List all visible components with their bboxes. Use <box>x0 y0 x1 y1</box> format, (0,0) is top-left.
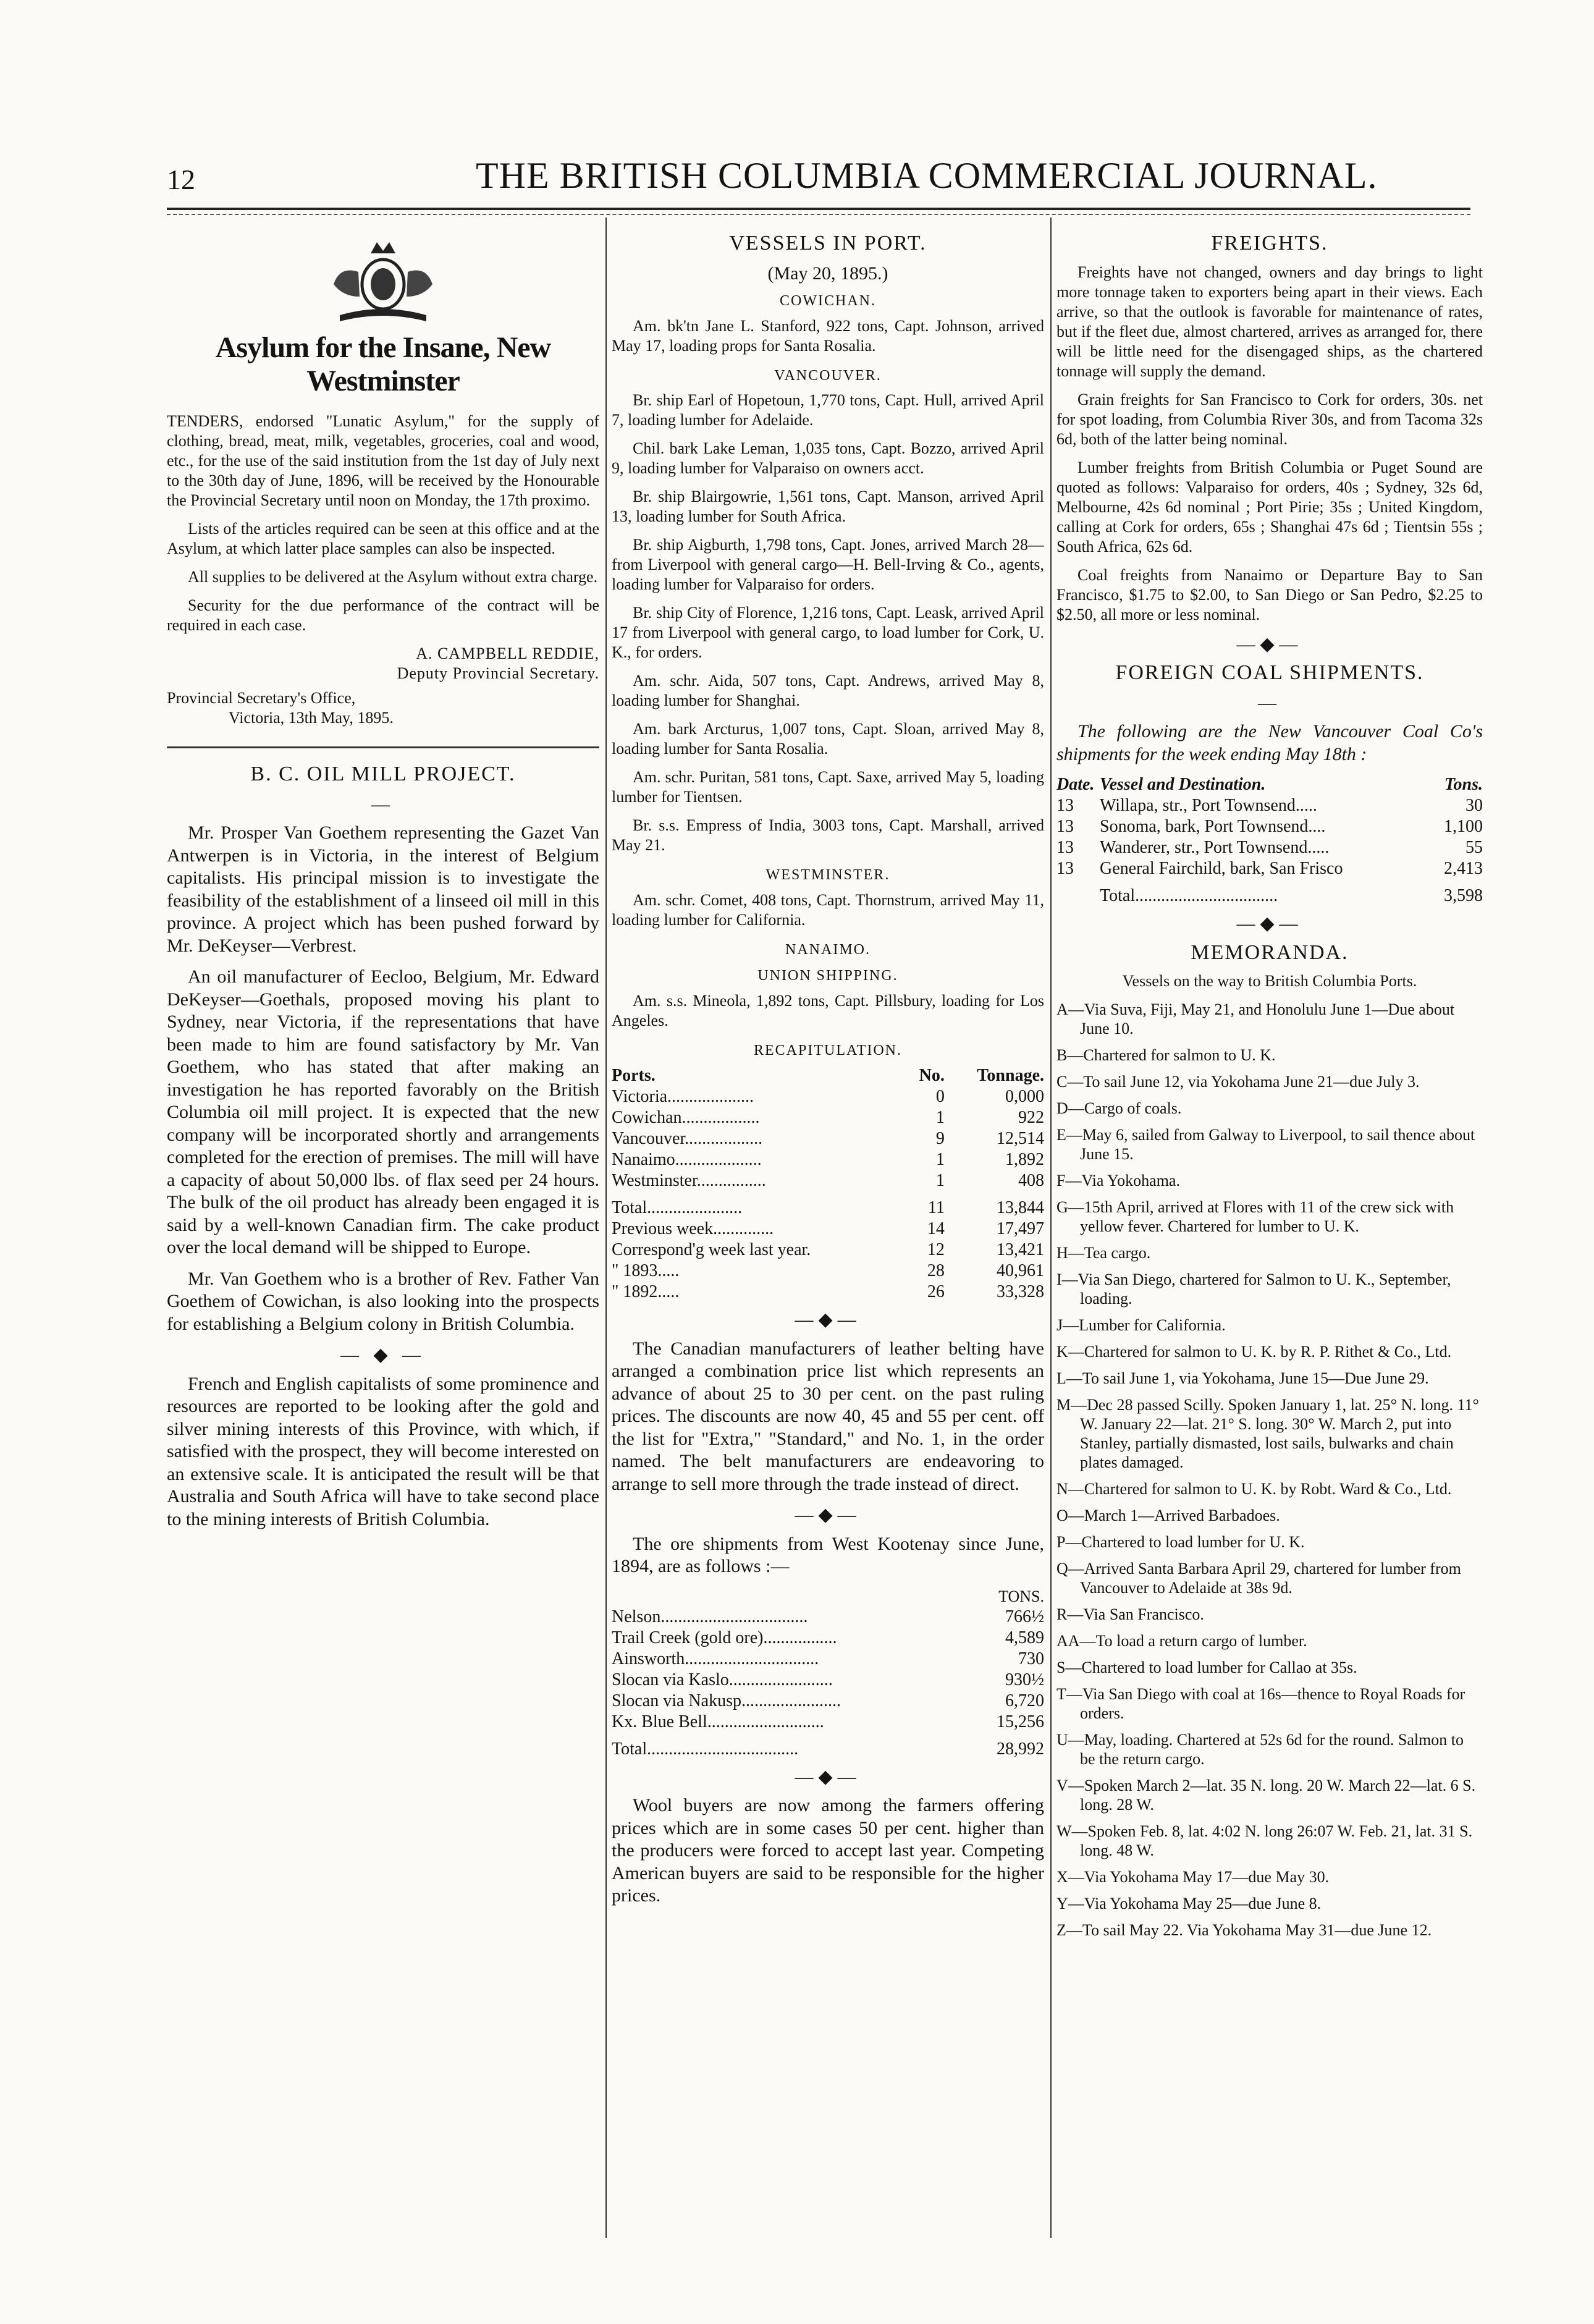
memoranda-intro: Vessels on the way to British Columbia Ports. <box>1122 972 1417 990</box>
recap-no: 1 <box>935 1171 945 1190</box>
asylum-ad-date: Victoria, 13th May, 1895. <box>229 709 394 727</box>
asylum-ad-title: Asylum for the Insane, New Westminster <box>215 331 551 397</box>
port-westminster: WESTMINSTER. <box>765 867 890 883</box>
recap-port: Nanaimo.................... <box>612 1150 762 1169</box>
port-nanaimo: NANAIMO. <box>785 941 871 958</box>
memoranda-item: R—Via San Francisco. <box>1056 1605 1204 1623</box>
recap-total-label: Correspond'g week last year. <box>612 1240 811 1259</box>
memoranda-item: V—Spoken March 2—lat. 35 N. long. 20 W. March 22—lat. 6 S. long. 28 W. <box>1056 1777 1476 1814</box>
table-row <box>612 1607 1044 1628</box>
memoranda-item: A—Via Suva, Fiji, May 21, and Honolulu June 1—Due about June 10. <box>1056 1000 1455 1037</box>
memoranda-item: G—15th April, arrived at Flores with 11 of the crew sick with yellow fever. Chartered for lumber to U. K. <box>1056 1198 1454 1235</box>
table-row <box>1056 858 1483 879</box>
ore-place: Slocan via Kaslo........................ <box>612 1670 833 1689</box>
coal-vessel: Wanderer, str., Port Townsend..... <box>1100 838 1330 857</box>
recap-total-no: 11 <box>927 1198 945 1217</box>
freights-paragraph-1: Freights have not changed, owners and day brings to light more tonnage taken to exporters being apart in their views. Each arrive, so that the outlook is favorable for maintenance of rates, but if the fleet due, almost chartered, arrives as arranged for, there will be little need for the disengaged ships, as the chartered tonnage will supply the demand. <box>1056 263 1483 380</box>
table-row <box>612 1086 1044 1107</box>
column-divider-1 <box>605 218 607 2238</box>
wool-buyers-paragraph: Wool buyers are now among the farmers offering prices which are in some cases 50 per cent. higher than the producers were forced to accept last year. Competing American buyers are said to be responsible for the higher prices. <box>612 1795 1044 1906</box>
recap-tonnage: 408 <box>1018 1171 1044 1190</box>
ore-place: Nelson.................................. <box>612 1607 808 1626</box>
coal-date: 13 <box>1056 796 1074 815</box>
column-header-vessel: Vessel and Destination. <box>1100 775 1266 794</box>
memoranda-item: U—May, loading. Chartered at 52s 6d for the round. Salmon to be the return cargo. <box>1056 1731 1464 1768</box>
column-header-tons: Tons. <box>1444 775 1483 794</box>
vessels-date: (May 20, 1895.) <box>767 263 888 284</box>
recap-total-no: 14 <box>927 1219 945 1238</box>
coal-date: 13 <box>1056 859 1074 878</box>
page-number: 12 <box>167 164 195 195</box>
table-row <box>612 1733 1044 1760</box>
table-row <box>1056 795 1483 816</box>
vessel-entry: Br. ship Earl of Hopetoun, 1,770 tons, Capt. Hull, arrived April 7, loading lumber for Adelaide. <box>612 391 1044 429</box>
recap-port: Cowichan.................. <box>612 1108 760 1127</box>
table-row <box>612 1691 1044 1712</box>
asylum-ad-signature: A. CAMPBELL REDDIE, <box>416 644 599 662</box>
recap-total-tonnage: 17,497 <box>997 1219 1044 1238</box>
vessel-entry: Am. schr. Puritan, 581 tons, Capt. Saxe, arrived May 5, loading lumber for Tientsen. <box>612 768 1044 806</box>
coal-divider: — <box>1258 692 1281 713</box>
column-3 <box>1056 229 1483 2237</box>
memoranda-item: H—Tea cargo. <box>1056 1244 1151 1262</box>
asylum-ad-tenders: TENDERS, endorsed "Lunatic Asylum," for the supply of clothing, bread, meat, milk, vegetables, groceries, coal and wood, etc., for the use of the said institution from the 1st day of July next to the 30th day of June, 1896, will be received by the Honourable the Provincial Secretary until noon on Monday, the 17th proximo. <box>167 412 599 509</box>
asylum-ad-signature-title: Deputy Provincial Secretary. <box>397 664 599 682</box>
ore-total-value: 28,992 <box>997 1739 1044 1759</box>
vessel-entry: Br. ship Aigburth, 1,798 tons, Capt. Jones, arrived March 28—from Liverpool with general cargo—H. Bell-Irving & Co., agents, loading lumber for Valparaiso for orders. <box>612 536 1044 593</box>
coal-vessel: Willapa, str., Port Townsend..... <box>1100 796 1317 815</box>
memoranda-item: B—Chartered for salmon to U. K. <box>1056 1046 1276 1064</box>
oil-mill-divider: — <box>371 793 395 814</box>
port-cowichan: COWICHAN. <box>780 293 876 309</box>
recap-port: Vancouver.................. <box>612 1129 763 1148</box>
memoranda-item: L—To sail June 1, via Yokohama, June 15—Due June 29. <box>1056 1369 1429 1387</box>
table-row <box>612 1282 1044 1303</box>
table-row <box>612 1198 1044 1219</box>
recap-no: 0 <box>935 1087 945 1106</box>
recap-total-no: 12 <box>927 1240 945 1259</box>
ore-tons: 766½ <box>1005 1607 1044 1626</box>
memoranda-item: AA—To load a return cargo of lumber. <box>1056 1632 1307 1650</box>
oil-mill-heading: B. C. OIL MILL PROJECT. <box>250 763 516 785</box>
vessel-entry: Am. schr. Comet, 408 tons, Capt. Thornstrum, arrived May 11, loading lumber for California. <box>612 890 1044 929</box>
memoranda-item: T—Via San Diego with coal at 16s—thence to Royal Roads for orders. <box>1056 1685 1465 1722</box>
table-row <box>1056 816 1483 837</box>
vessel-entry: Am. bk'tn Jane L. Stanford, 922 tons, Capt. Johnson, arrived May 17, loading props for Santa Rosalia. <box>612 316 1044 355</box>
page-header <box>0 154 1594 210</box>
masthead: THE BRITISH COLUMBIA COMMERCIAL JOURNAL. <box>476 155 1378 196</box>
section-rule <box>167 746 599 748</box>
memoranda-item: F—Via Yokohama. <box>1056 1172 1180 1189</box>
leather-belting-paragraph: The Canadian manufacturers of leather belting have arranged a combination price list which represents an advance of about 25 to 30 per cent. on the past ruling prices. The discounts are now 40, 45 and 55 per cent. off the list for "Extra," "Standard," and No. 1, in the order named. The belt manufacturers are endeavoring to arrange to sell more through the trade instead of direct. <box>612 1338 1044 1494</box>
column-header-tonnage: Tonnage. <box>977 1066 1044 1085</box>
recap-total-no: 28 <box>927 1261 945 1280</box>
recap-port: Westminster................ <box>612 1171 766 1190</box>
vessel-entry: Am. bark Arcturus, 1,007 tons, Capt. Sloan, arrived May 8, loading lumber for Santa Rosalia. <box>612 720 1044 758</box>
memoranda-item: O—March 1—Arrived Barbadoes. <box>1056 1506 1280 1524</box>
column-1 <box>167 229 599 2237</box>
recap-total-tonnage: 13,844 <box>997 1198 1044 1217</box>
royal-crest-icon <box>315 235 451 327</box>
ore-shipments-table <box>612 1607 1044 1760</box>
freights-paragraph-4: Coal freights from Nanaimo or Departure Bay to San Francisco, $1.75 to $2.00, to San Diego or San Pedro, $2.25 to $2.50, all more or less nominal. <box>1056 565 1483 623</box>
vessel-entry: Am. schr. Aida, 507 tons, Capt. Andrews, arrived May 8, loading lumber for Shanghai. <box>612 672 1044 709</box>
table-row <box>612 1261 1044 1282</box>
ore-shipments-intro: The ore shipments from West Kootenay since June, 1894, are as follows :— <box>612 1533 1044 1576</box>
coal-tons: 2,413 <box>1444 859 1483 878</box>
ore-tons: 930½ <box>1005 1670 1044 1689</box>
table-row <box>612 1670 1044 1691</box>
memoranda-heading: MEMORANDA. <box>1191 940 1349 964</box>
section-divider: — ◆ — <box>340 1345 426 1365</box>
header-rule <box>167 208 1470 210</box>
section-divider: —◆— <box>795 1766 861 1787</box>
memoranda-item: Q—Arrived Santa Barbara April 29, chartered for lumber from Vancouver to Adelaide at 38s 9d. <box>1056 1560 1461 1597</box>
section-divider: —◆— <box>1236 633 1303 654</box>
table-row <box>612 1149 1044 1170</box>
recap-total-no: 26 <box>927 1282 945 1301</box>
memoranda-item: P—Chartered to load lumber for U. K. <box>1056 1533 1305 1551</box>
ore-tons: 4,589 <box>1005 1628 1044 1647</box>
oil-mill-paragraph-1: Mr. Prosper Van Goethem representing the Gazet Van Antwerpen is in Victoria, in the interest of Belgium capitalists. His principal mission is to investigate the feasibility of the establishment of a linseed oil mill in this province. A project which has been pushed forward by Mr. DeKeyser—Verbrest. <box>167 822 599 956</box>
memoranda-item: X—Via Yokohama May 17—due May 30. <box>1056 1868 1330 1886</box>
column-2 <box>612 229 1044 2237</box>
recap-port: Victoria.................... <box>612 1087 754 1106</box>
recap-tonnage: 1,892 <box>1005 1150 1044 1169</box>
asylum-ad-office: Provincial Secretary's Office, <box>167 689 356 707</box>
oil-mill-paragraph-2: An oil manufacturer of Eecloo, Belgium, Mr. Edward DeKeyser—Goethals, proposed moving his plant to Sydney, near Victoria, if the representations that have been made to him are found satisfactory by Mr. Van Goethem, who has stated that after making an investigation he has reported favorably on the British Columbia oil mill project. It is expected that the new company will be incorporated shortly and arrangements completed for the erection of premises. The mill will have a capacity of about 50,000 lbs. of flax seed per 24 hours. The bulk of the oil product has already been engaged it is said by a well-known Canadian firm. The cake product over the local demand will be shipped to Europe. <box>167 966 599 1257</box>
capitalists-paragraph: French and English capitalists of some prominence and resources are reported to be looking after the gold and silver mining interests of this Province, with which, if satisfied with the prospect, they will become interested on an extensive scale. It is anticipated the result will be that Australia and South Africa will have to take second place to the mining interests of British Columbia. <box>167 1373 599 1529</box>
recap-tonnage: 922 <box>1018 1108 1044 1127</box>
table-row <box>1056 879 1483 906</box>
table-row <box>1056 837 1483 858</box>
recapitulation-heading: RECAPITULATION. <box>754 1042 902 1058</box>
recapitulation-table <box>612 1065 1044 1303</box>
memoranda-item: D—Cargo of coals. <box>1056 1099 1182 1117</box>
memoranda-item: C—To sail June 12, via Yokohama June 21—due July 3. <box>1056 1073 1420 1091</box>
column-header-no: No. <box>919 1066 945 1085</box>
recap-no: 9 <box>935 1129 945 1148</box>
vessel-entry: Am. s.s. Mineola, 1,892 tons, Capt. Pillsbury, loading for Los Angeles. <box>612 991 1044 1029</box>
header-rule-dashed <box>167 214 1470 215</box>
coal-shipments-table <box>1056 774 1483 906</box>
recap-no: 1 <box>935 1108 945 1127</box>
asylum-ad-security: Security for the due performance of the contract will be required in each case. <box>167 596 599 634</box>
memoranda-item: E—May 6, sailed from Galway to Liverpool, to sail thence about June 15. <box>1056 1126 1475 1163</box>
vessel-entry: Chil. bark Lake Leman, 1,035 tons, Capt. Bozzo, arrived April 9, loading lumber for Valparaiso on owners acct. <box>612 439 1044 477</box>
oil-mill-paragraph-3: Mr. Van Goethem who is a brother of Rev. Father Van Goethem of Cowichan, is also looking into the prospects for establishing a Belgium colony in British Columbia. <box>167 1268 599 1334</box>
coal-date: 13 <box>1056 838 1074 857</box>
memoranda-item: Z—To sail May 22. Via Yokohama May 31—due June 12. <box>1056 1921 1432 1939</box>
section-divider: —◆— <box>795 1505 861 1525</box>
coal-date: 13 <box>1056 817 1074 836</box>
memoranda-item: N—Chartered for salmon to U. K. by Robt. Ward & Co., Ltd. <box>1056 1480 1452 1498</box>
port-vancouver: VANCOUVER. <box>774 367 882 384</box>
table-row <box>612 1712 1044 1733</box>
asylum-ad-supplies: All supplies to be delivered at the Asylum without extra charge. <box>188 568 598 586</box>
coal-tons: 30 <box>1465 796 1483 815</box>
coal-shipments-intro: The following are the New Vancouver Coal Co's shipments for the week ending May 18th : <box>1056 721 1483 764</box>
table-row <box>612 1628 1044 1649</box>
table-row <box>612 1240 1044 1261</box>
memoranda-item: I—Via San Diego, chartered for Salmon to U. K., September, loading. <box>1056 1270 1451 1308</box>
recap-no: 1 <box>935 1150 945 1169</box>
coal-total-label: Total................................. <box>1100 886 1278 905</box>
coal-vessel: General Fairchild, bark, San Frisco <box>1100 859 1343 878</box>
table-row <box>612 1170 1044 1191</box>
ore-place: Ainsworth............................... <box>612 1649 819 1668</box>
vessels-heading: VESSELS IN PORT. <box>729 232 927 255</box>
recap-total-label: " 1893..... <box>612 1261 680 1280</box>
table-row <box>612 1219 1044 1240</box>
ore-place: Kx. Blue Bell........................... <box>612 1712 824 1731</box>
coal-vessel: Sonoma, bark, Port Townsend.... <box>1100 817 1326 836</box>
memoranda-item: K—Chartered for salmon to U. K. by R. P. Rithet & Co., Ltd. <box>1056 1343 1452 1361</box>
vessel-entry: Br. ship Blairgowrie, 1,561 tons, Capt. Manson, arrived April 13, loading lumber for South Africa. <box>612 488 1044 525</box>
recap-total-label: " 1892..... <box>612 1282 680 1301</box>
column-header-date: Date. <box>1056 775 1095 794</box>
coal-total-value: 3,598 <box>1444 886 1483 905</box>
recap-total-label: Previous week.............. <box>612 1219 774 1238</box>
memoranda-item: Y—Via Yokohama May 25—due June 8. <box>1056 1895 1322 1912</box>
coal-shipments-heading: FOREIGN COAL SHIPMENTS. <box>1115 661 1424 684</box>
recap-tonnage: 0,000 <box>1005 1087 1044 1106</box>
freights-heading: FREIGHTS. <box>1211 232 1328 255</box>
vessel-entry: Br. s.s. Empress of India, 3003 tons, Capt. Marshall, arrived May 21. <box>612 816 1044 854</box>
recap-total-tonnage: 40,961 <box>997 1261 1044 1280</box>
section-divider: —◆— <box>1236 913 1303 934</box>
vessel-entry: Br. ship City of Florence, 1,216 tons, Capt. Leask, arrived April 17 from Liverpool with general cargo, to load lumber for Cork, U. K., for orders. <box>612 604 1044 661</box>
union-shipping: UNION SHIPPING. <box>757 968 898 984</box>
table-row <box>612 1649 1044 1670</box>
recap-total-tonnage: 13,421 <box>997 1240 1044 1259</box>
ore-place: Slocan via Nakusp....................... <box>612 1691 841 1710</box>
memoranda-item: S—Chartered to load lumber for Callao at 35s. <box>1056 1658 1357 1676</box>
recap-total-label: Total...................... <box>612 1198 743 1217</box>
asylum-ad-lists: Lists of the articles required can be seen at this office and at the Asylum, at which latter place samples can also be inspected. <box>167 520 599 557</box>
coal-tons: 1,100 <box>1444 817 1483 836</box>
section-divider: —◆— <box>795 1309 861 1330</box>
recap-total-tonnage: 33,328 <box>997 1282 1044 1301</box>
freights-paragraph-3: Lumber freights from British Columbia or Puget Sound are quoted as follows: Valparaiso for orders, 40s ; Sydney, 32s 6d, Melbourne, 42s 6d nominal ; Port Pirie; 35s ; United Kingdom, calling at Cork for orders, 65s ; Shanghai 47s 6d ; Tientsin 55s ; South Africa, 62s 6d. <box>1056 458 1483 556</box>
freights-paragraph-2: Grain freights for San Francisco to Cork for orders, 30s. net for spot loading, from Columbia River 30s, and from Tacoma 32s 6d, both of the latter being nominal. <box>1056 390 1483 448</box>
memoranda-item: J—Lumber for California. <box>1056 1316 1226 1334</box>
ore-place: Trail Creek (gold ore)................. <box>612 1628 837 1647</box>
memoranda-item: M—Dec 28 passed Scilly. Spoken January 1, lat. 25° N. long. 11° W. January 22—lat. 21° S. long. 30° W. March 2, put into Stanley, partially dismasted, lost sails, bulwarks and chain plates damaged. <box>1056 1396 1479 1471</box>
column-header-ports: Ports. <box>612 1066 656 1085</box>
column-divider-2 <box>1050 218 1052 2238</box>
table-row <box>612 1128 1044 1149</box>
coal-tons: 55 <box>1465 838 1483 857</box>
recap-tonnage: 12,514 <box>997 1129 1044 1148</box>
memoranda-item: W—Spoken Feb. 8, lat. 4:02 N. long 26:07 W. Feb. 21, lat. 31 S. long. 48 W. <box>1056 1822 1473 1859</box>
ore-tons: 6,720 <box>1005 1691 1044 1710</box>
ore-tons: 730 <box>1018 1649 1044 1668</box>
ore-unit-label: TONS. <box>998 1587 1044 1605</box>
ore-total-label: Total................................... <box>612 1739 799 1759</box>
table-row <box>612 1107 1044 1128</box>
ore-tons: 15,256 <box>997 1712 1044 1731</box>
memoranda-list <box>1056 1000 1483 1940</box>
table-header-row <box>612 1065 1044 1086</box>
table-header-row <box>1056 774 1483 795</box>
